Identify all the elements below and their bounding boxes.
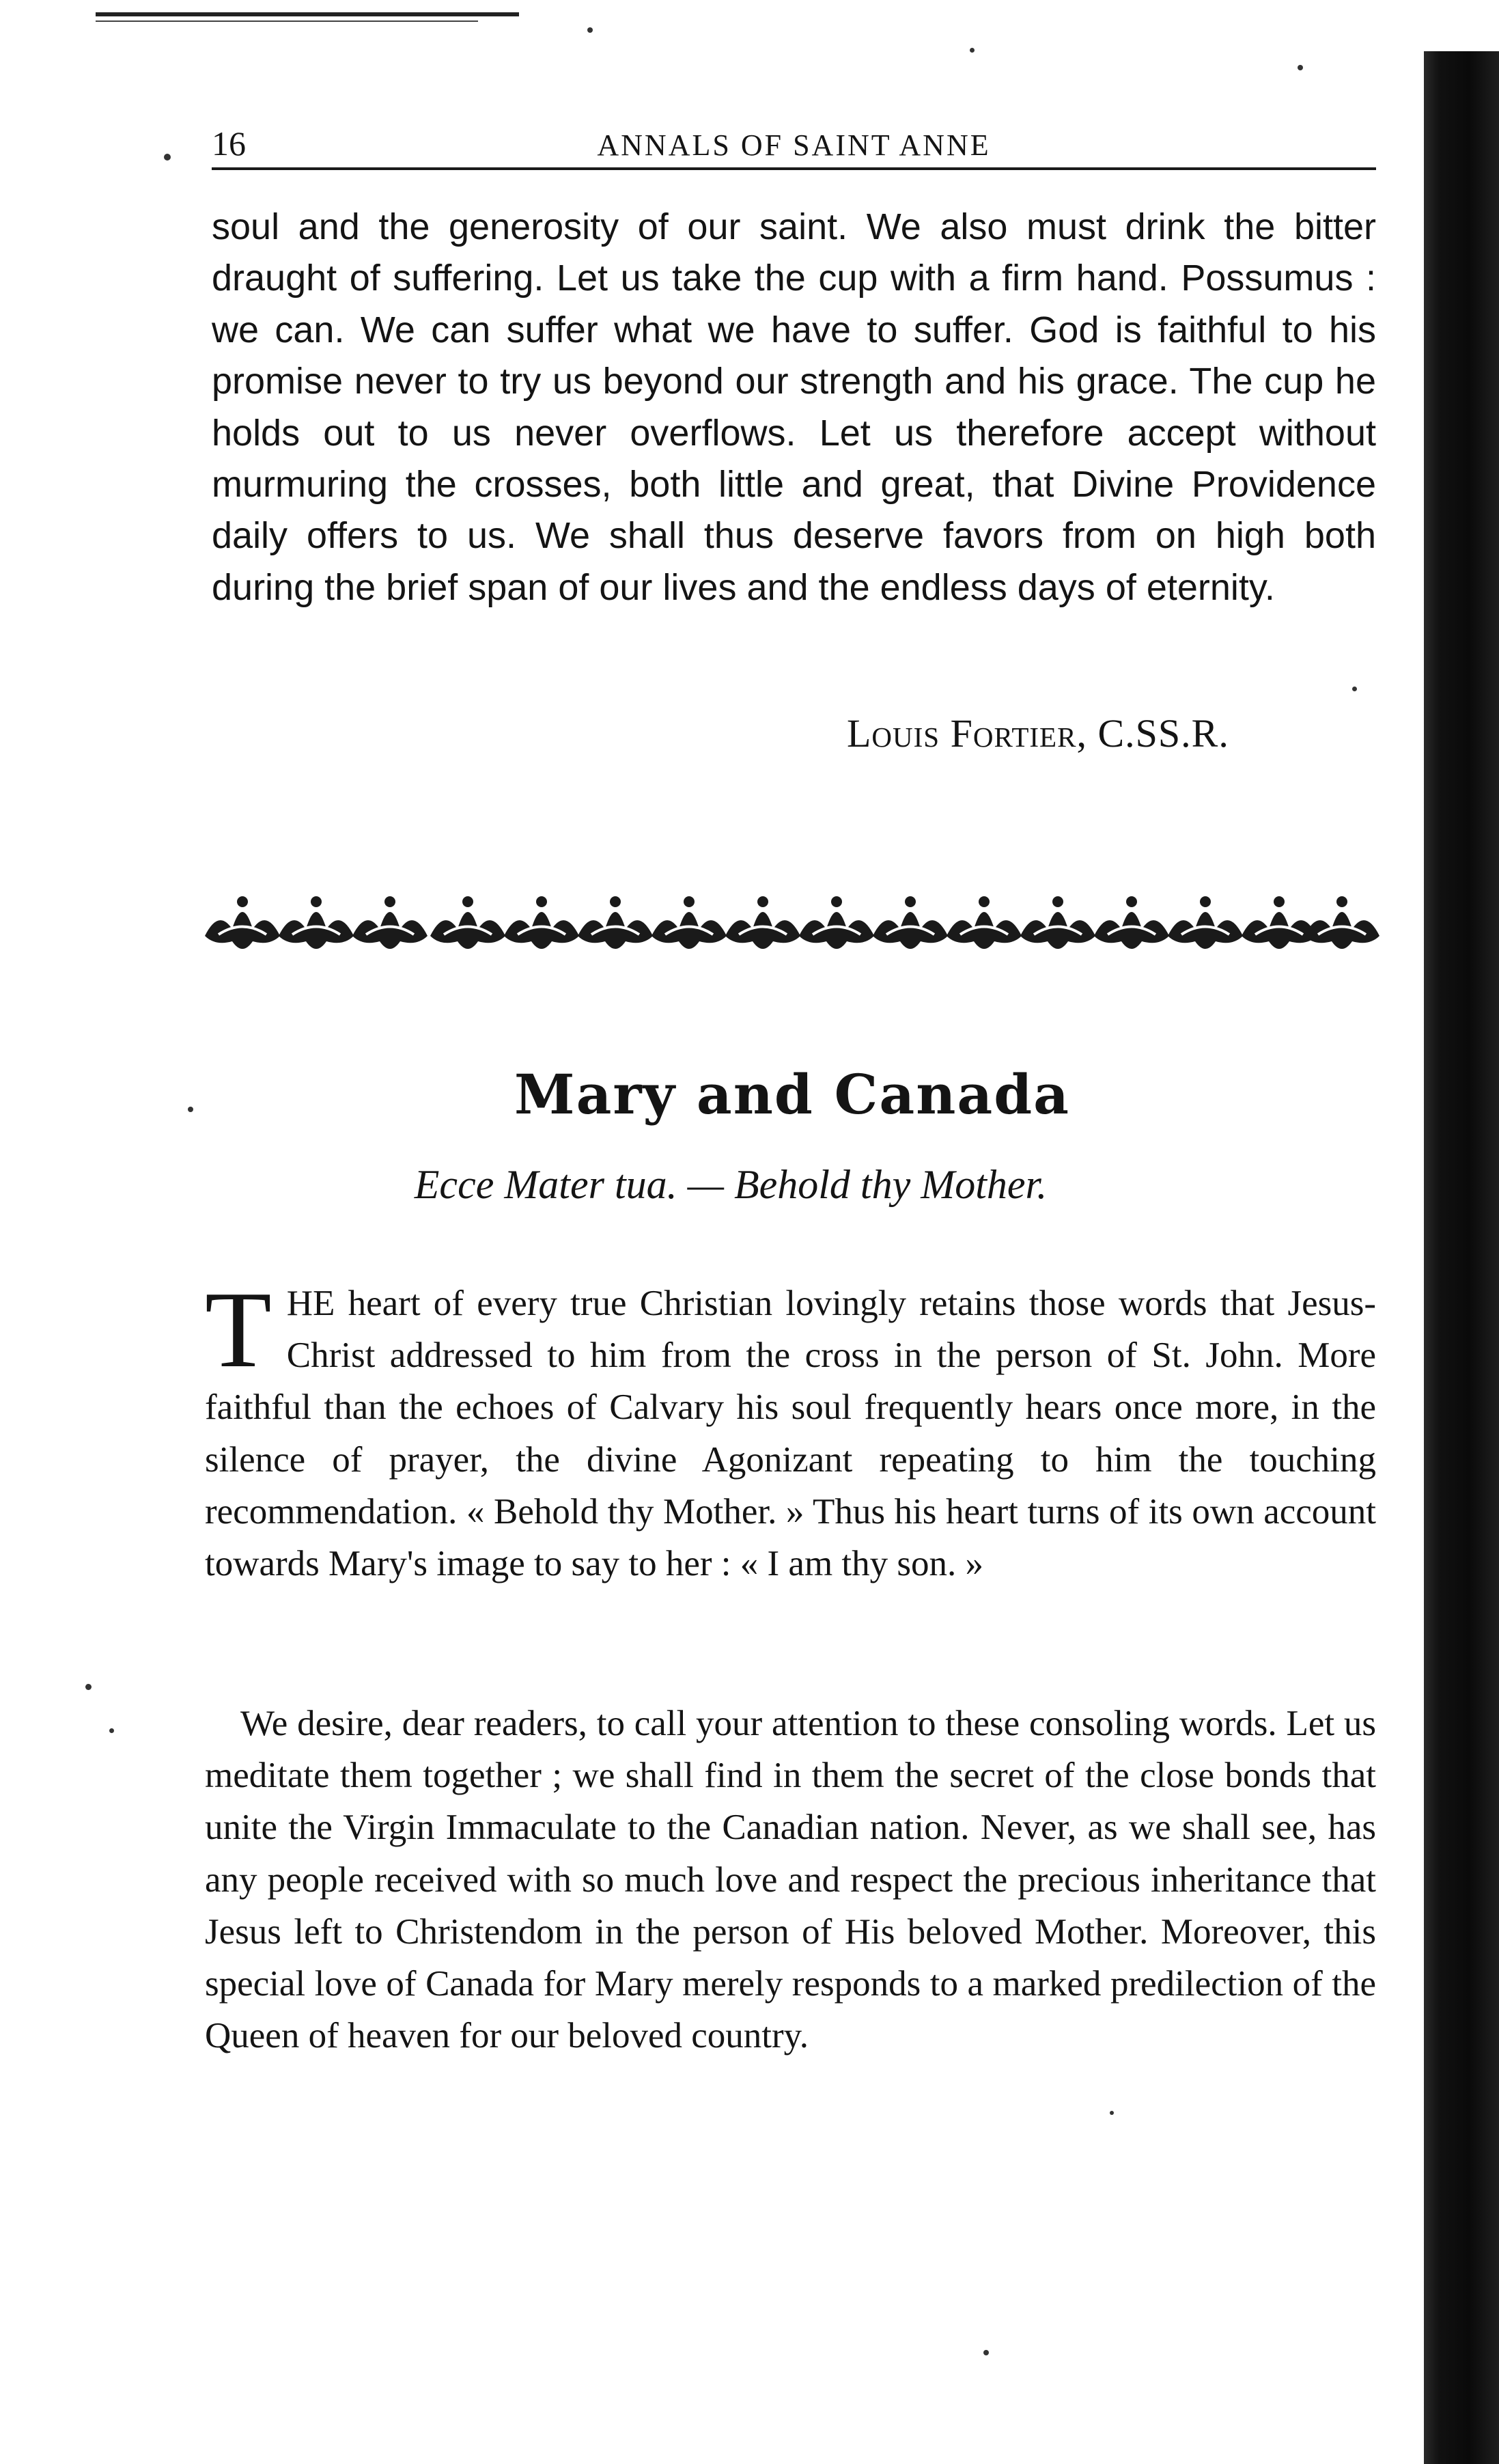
page-number: 16 xyxy=(212,124,246,163)
ink-speck xyxy=(85,1684,92,1690)
ink-speck xyxy=(970,48,975,53)
article-epigraph: Ecce Mater tua. — Behold thy Mother. xyxy=(414,1162,1048,1207)
ink-speck xyxy=(983,2350,989,2355)
ink-speck xyxy=(188,1107,193,1112)
ink-speck xyxy=(1110,2111,1114,2115)
first-paragraph-text: HE heart of every true Christian lovingly retains those words that Jesus-Christ addressed to him from the cross in the person of St. John. More faithful than the echoes of Calvary his soul frequently hears once more, in the silence of prayer, the divine Agonizant repeating to him the touching recommendation. « Behold thy Mother. » Thus his heart turns of its own account towards Mary's image to say to her : « I am thy son. » xyxy=(205,1284,1376,1584)
decorative-ornament-band xyxy=(205,881,1379,963)
previous-article-closing-paragraph: soul and the generosity of our saint. We also must drink the bitter draught of suffering. Let us take the cup with a firm hand. Possumus : we can. We can suffer what we have to suffer. God is faithful to his promise never to try us beyond our strength and his grace. The cup he holds out to us never overflows. Let us therefore accept without murmuring the crosses, both little and great, that Divine Providence daily offers to us. We shall thus deserve favors from on high both during the brief span of our lives and the endless days of eternity. xyxy=(212,206,1376,608)
ink-speck xyxy=(164,154,171,161)
ink-speck xyxy=(587,27,593,33)
second-paragraph: We desire, dear readers, to call your attention to these consoling words. Let us meditate them together ; we shall find in them the secret of the close bonds that unite the Virgin Immaculate to the Canadian nation. Never, as we shall see, has any people received with so much love and respect the precious inheritance that Jesus left to Christendom in the person of His beloved Mother. Moreover, this special love of Canada for Mary merely responds to a marked predilection of the Queen of heaven for our beloved country. xyxy=(205,1704,1376,2056)
ink-speck xyxy=(1352,687,1357,691)
ink-speck xyxy=(109,1728,114,1733)
page-header xyxy=(212,120,1376,170)
first-paragraph xyxy=(205,1269,1376,1590)
drop-cap: T xyxy=(205,1269,272,1390)
article-title: Mary and Canada xyxy=(514,1062,1070,1126)
author-signature: Louis Fortier, C.SS.R. xyxy=(847,711,1229,756)
ink-speck xyxy=(1298,65,1303,70)
top-edge-rule xyxy=(96,12,519,16)
top-edge-rule-thin xyxy=(96,20,478,22)
binding-shadow xyxy=(1424,51,1499,2464)
running-title: ANNALS OF SAINT ANNE xyxy=(597,128,991,162)
